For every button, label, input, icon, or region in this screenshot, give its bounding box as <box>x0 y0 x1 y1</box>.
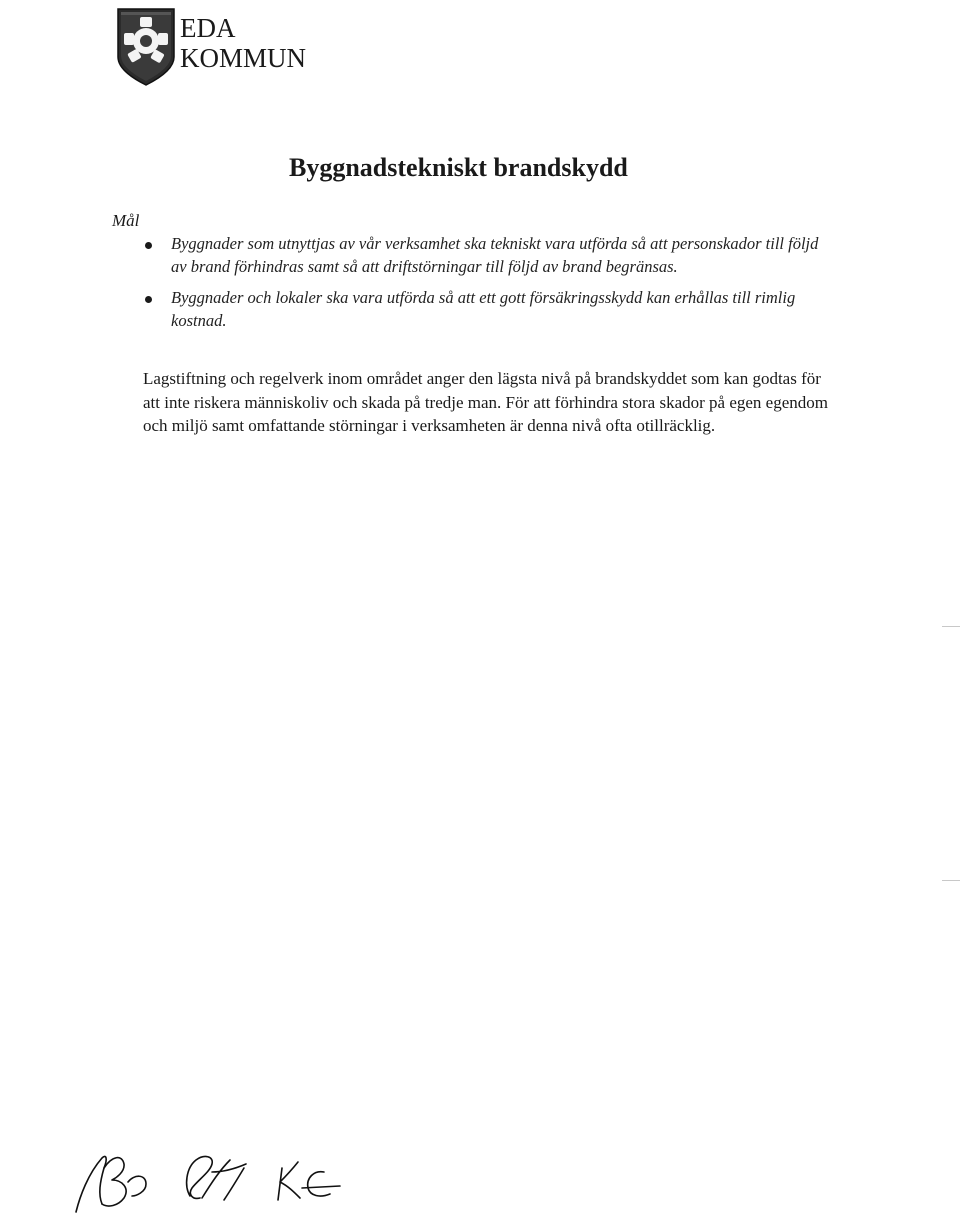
goal-text: Byggnader och lokaler ska vara utförda så att ett gott försäkringsskydd kan erhållas till rimlig kostnad. <box>171 288 796 330</box>
municipality-logo <box>116 7 356 87</box>
org-name-line2: KOMMUN <box>180 43 307 73</box>
body-paragraph: Lagstiftning och regelverk inom området anger den lägsta nivå på brandskyddet som kan godtas för att inte riskera människoliv och skada på tredje man. För att förhindra stora skador på egen egendom och miljö samt omfattande störningar i verksamheten är denna nivå ofta otillräcklig. <box>143 369 828 435</box>
handwritten-signature <box>62 1138 362 1218</box>
coat-of-arms-icon <box>116 7 176 87</box>
org-name-line1: EDA <box>180 13 236 43</box>
bullet-icon <box>145 242 152 249</box>
goal-text: Byggnader som utnyttjas av vår verksamhet ska tekniskt vara utförda så att personskador till följd av brand förhindras samt så att driftstörningar till följd av brand begränsas. <box>171 234 819 276</box>
bullet-icon <box>145 296 152 303</box>
scan-edge-mark <box>942 626 960 627</box>
goal-item <box>145 286 835 332</box>
organization-name <box>180 13 306 73</box>
goal-item <box>145 232 835 278</box>
document-title: Byggnadstekniskt brandskydd <box>289 153 628 182</box>
scan-edge-mark <box>942 880 960 881</box>
goals-list <box>145 232 835 340</box>
goals-heading: Mål <box>112 211 140 230</box>
